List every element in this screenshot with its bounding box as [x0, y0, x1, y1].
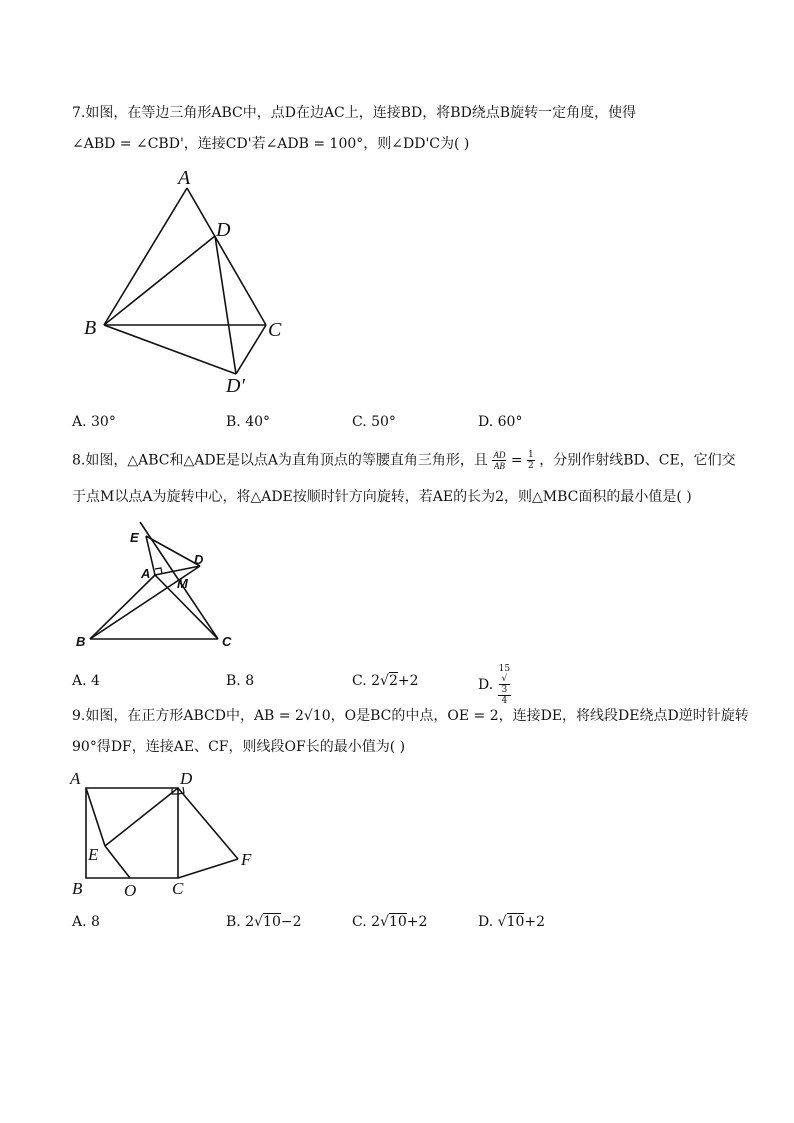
q9-option-b[interactable]: B. 2√10−2 [226, 914, 302, 930]
q7-option-a[interactable]: A. 30° [72, 414, 116, 430]
q7-option-d[interactable]: D. 60° [478, 414, 523, 430]
q7-label-a: A [178, 167, 191, 189]
q9-line1: 9.如图，在正方形ABCD中，AB = 2√10，O是BC的中点，OE = 2，连接DE，将线段DE绕点D逆时针旋转 [72, 708, 749, 724]
q9-line2: 90°得DF，连接AE、CF，则线段OF长的最小值为( ) [72, 739, 406, 755]
q7-label-c: C [268, 319, 282, 341]
q8-label-a: A [141, 566, 151, 581]
q9-label-c: C [172, 879, 184, 898]
q8-option-a[interactable]: A. 4 [72, 673, 100, 689]
q9-figure [70, 764, 270, 904]
q9-option-c[interactable]: C. 2√10+2 [352, 914, 428, 930]
q9-label-f: F [241, 850, 252, 869]
q7-label-d: D [216, 219, 231, 241]
q9-label-a: A [70, 769, 81, 788]
q7-figure [70, 164, 300, 404]
q9-option-a[interactable]: A. 8 [72, 914, 100, 930]
q9-label-e: E [88, 845, 99, 864]
q7-option-b[interactable]: B. 40° [226, 414, 271, 430]
q9-label-b: B [72, 879, 83, 898]
q9-option-d[interactable]: D. √10+2 [478, 914, 546, 930]
q9-label-d: D [180, 769, 193, 788]
q8-option-d-fraction: 15 √ 3 4 [498, 664, 511, 706]
q9-option-d-radical-icon: √ [497, 914, 507, 930]
q8-option-d-radical-icon: √ [501, 674, 508, 684]
q8-equals: = [510, 452, 528, 469]
q8-label-e: E [130, 530, 139, 545]
q8-half-fraction: $\frac{1}{2}$ [528, 450, 534, 471]
q8-option-d[interactable]: D. 15 √ 3 4 [478, 664, 511, 706]
q7-label-b: B [84, 317, 97, 339]
q8-label-c: C [222, 634, 232, 649]
q7-label-d-prime: D′ [226, 375, 245, 397]
q8-line2: 于点M以点A为旋转中心，将△ADE按顺时针方向旋转，若AE的长为2，则△MBC面积的最小值是( ) [72, 489, 692, 505]
q8-option-c-radical-icon: √ [380, 673, 389, 689]
q8-figure [70, 518, 240, 658]
q8-label-d: D [194, 552, 204, 567]
q7-line2: ∠ABD = ∠CBD'，连接CD'若∠ADB = 100°，则∠DD'C为( ) [72, 136, 470, 152]
q9-label-o: O [124, 881, 137, 900]
q9-option-c-radical-icon: √ [380, 914, 389, 930]
q8-line1 [72, 450, 736, 471]
q8-line1-text-a: 8.如图，△ABC和△ADE是以点A为直角顶点的等腰直角三角形，且 [72, 452, 488, 469]
q8-line1-text-b: ，分别作射线BD、CE，它们交 [539, 452, 736, 469]
q8-option-b[interactable]: B. 8 [226, 673, 255, 689]
q8-ratio-fraction: $\frac{AD}{AB}$ [493, 450, 506, 471]
q8-option-c[interactable]: C. 2√2+2 [352, 673, 419, 689]
q8-label-m: M [177, 576, 188, 591]
q8-label-b: B [76, 634, 86, 649]
q7-option-c[interactable]: C. 50° [352, 414, 396, 430]
q9-option-b-radical-icon: √ [254, 914, 264, 930]
q7-line1: 7.如图，在等边三角形ABC中，点D在边AC上，连接BD，将BD绕点B旋转一定角度，使得 [72, 105, 637, 121]
